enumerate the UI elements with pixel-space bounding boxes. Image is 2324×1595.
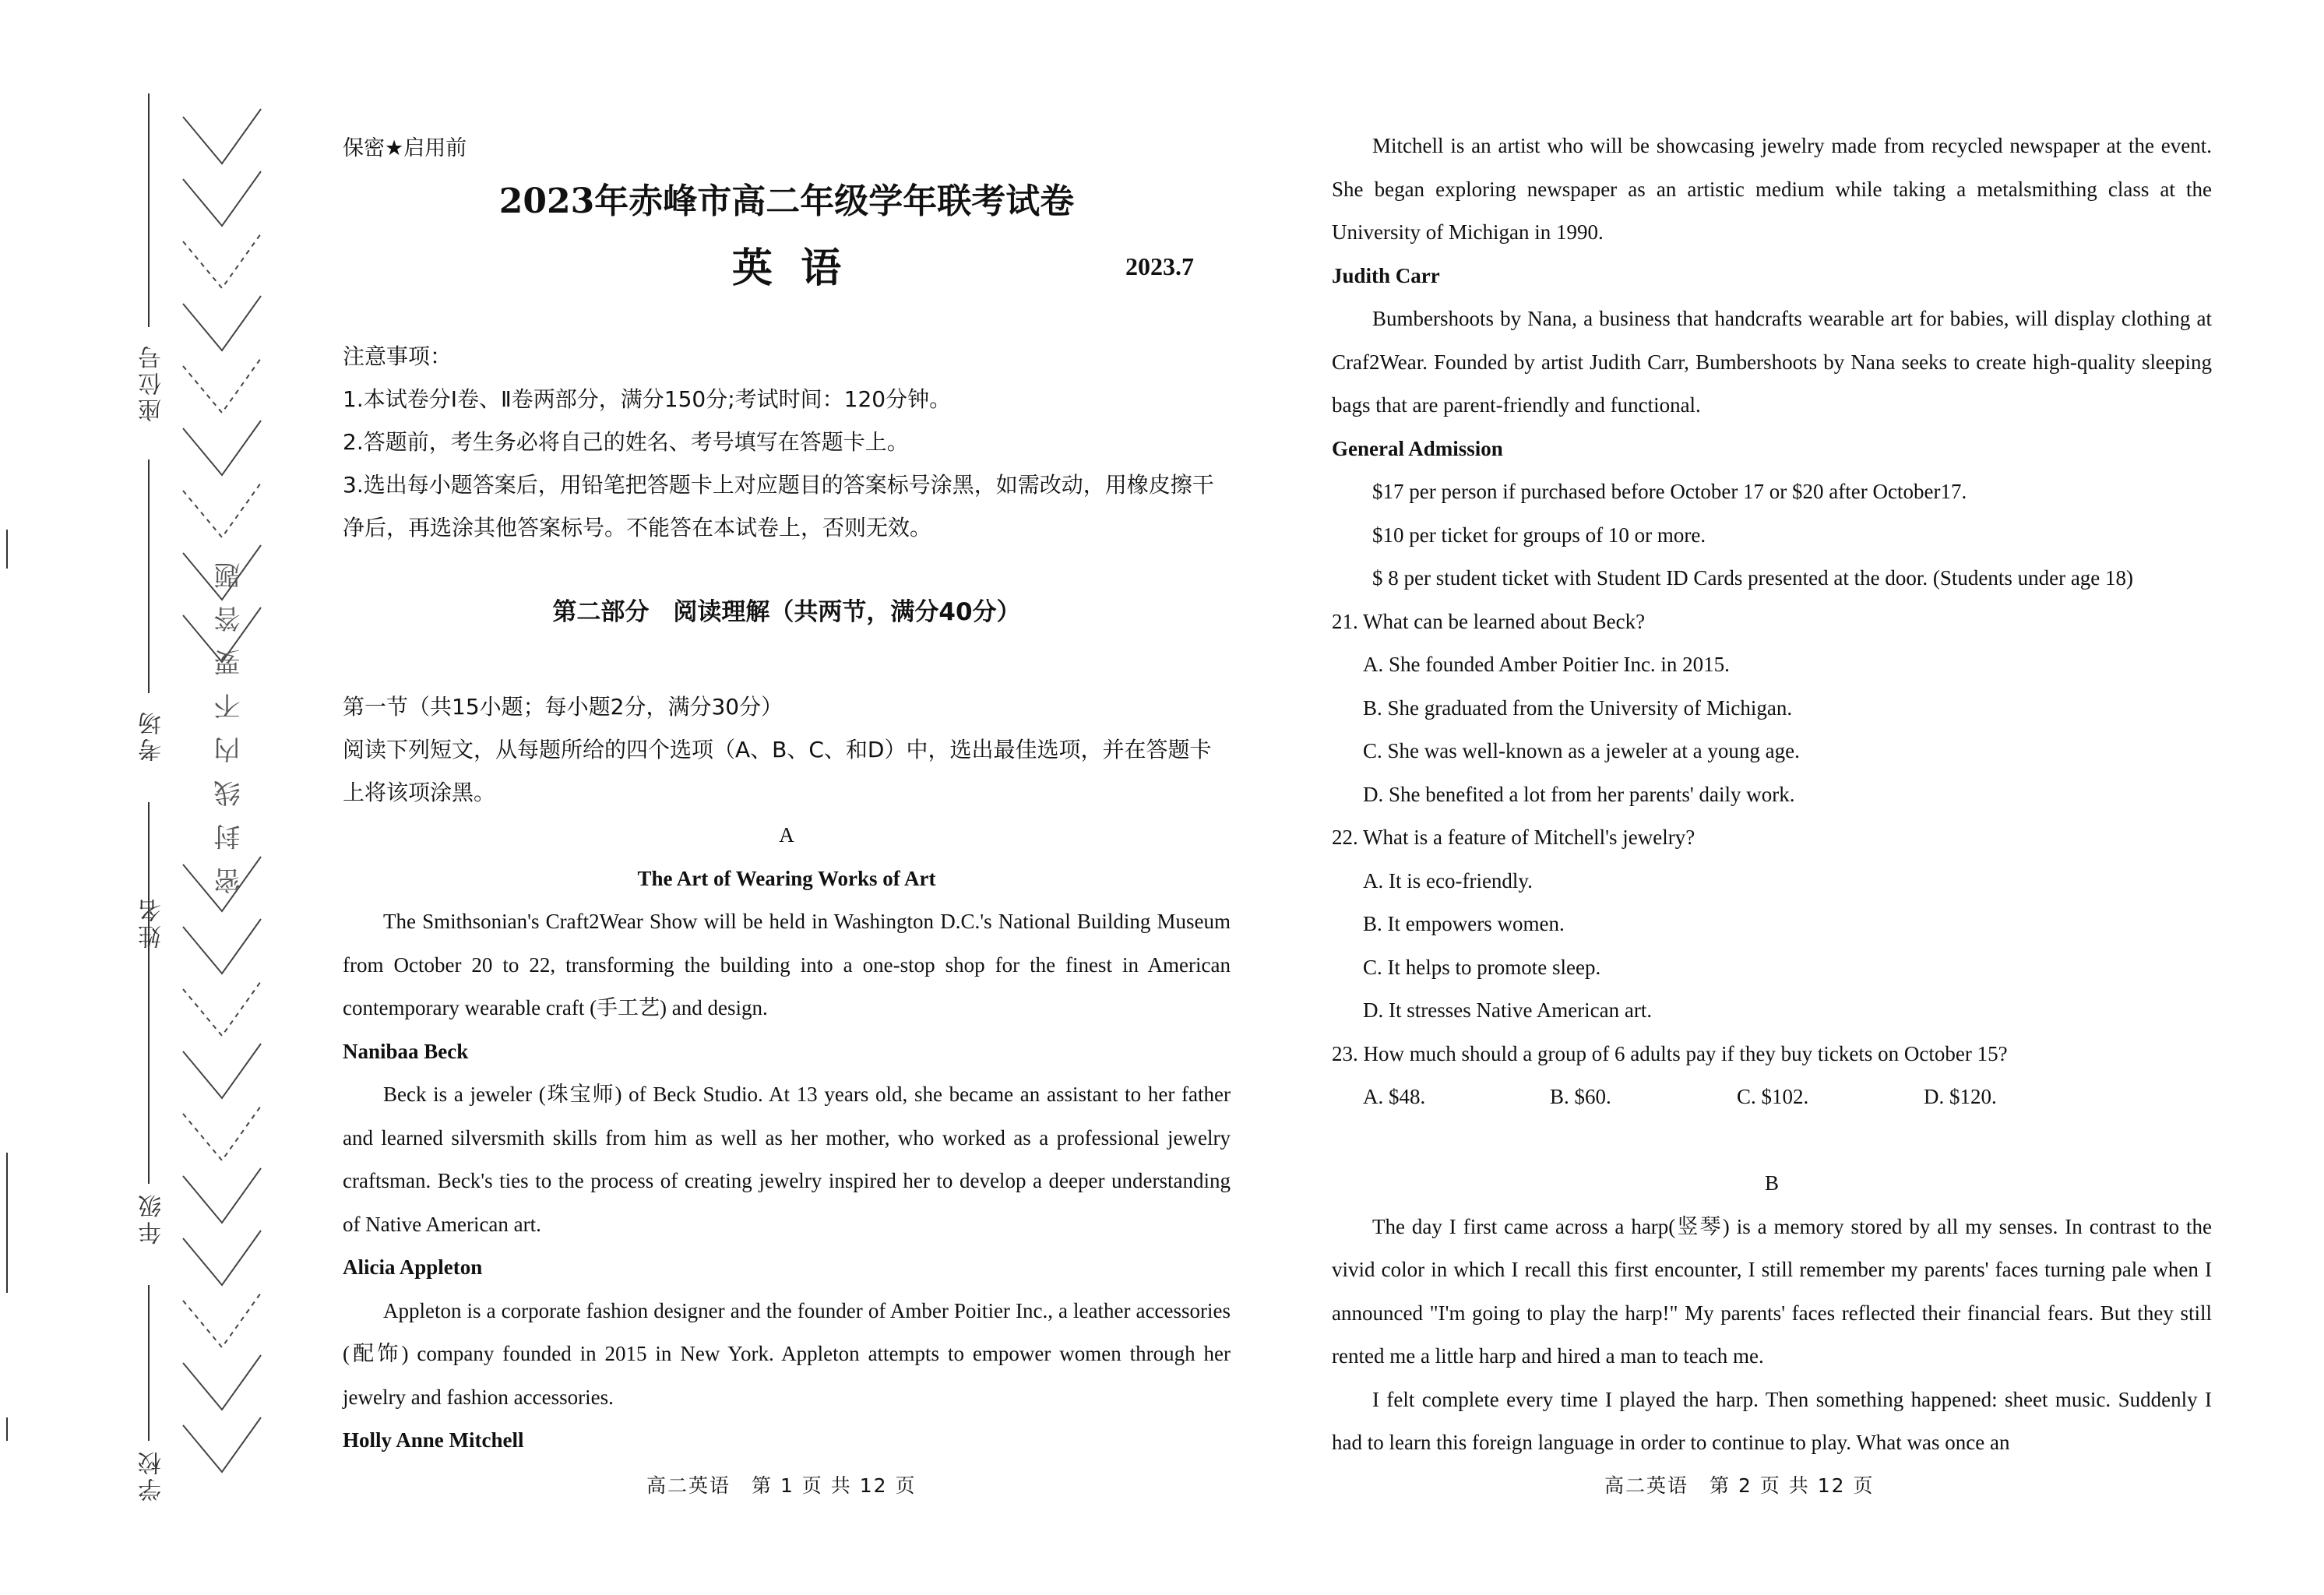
question-stem: 21. What can be learned about Beck? (1332, 609, 1646, 633)
question-option: C. She was well-known as a jeweler at a young age. (1363, 739, 1800, 762)
page-footer: 高二英语 第 2 页 共 12 页 (1604, 1474, 1875, 1497)
question-option: B. $60. (1550, 1085, 1611, 1108)
notice-item: 2.答题前，考生务必将自己的姓名、考号填写在答题卡上。 (343, 429, 909, 455)
binding-line-room (148, 459, 150, 693)
notice-item: 1.本试卷分Ⅰ卷、Ⅱ卷两部分，满分150分;考试时间：120分钟。 (343, 386, 952, 412)
question-option: A. She founded Amber Poitier Inc. in 2015. (1363, 653, 1730, 676)
passage-b (1332, 1162, 2212, 1465)
passage-a-continued (1332, 125, 2212, 1119)
passage-paragraph: The day I first came across a harp(竖琴) is a memory stored by all my senses. In contrast to the vivid color in which I recall this first encounter, I still remember my parents' faces turning pale when I announced "I'm going to play the harp!" My parents' faces reflected their financial fears. But they still rented me a little harp and hired a man to teach me. (1332, 1214, 2212, 1368)
binding-line-seat (148, 93, 150, 327)
passage-letter: A (779, 823, 794, 847)
question-option: A. It is eco-friendly. (1363, 868, 1533, 893)
question-option: D. It stresses Native American art. (1363, 998, 1653, 1022)
admission-item: $ 8 per student ticket with Student ID Cards presented at the door. (Students under age 18) (1372, 566, 2134, 590)
exam-title: 2023年赤峰市高二年级学年联考试卷 (498, 181, 1075, 221)
binding-label-grade: 年级 (139, 1192, 166, 1245)
binding-label-name: 姓名 (139, 896, 166, 949)
person-heading: Judith Carr (1332, 263, 1440, 287)
question-option: A. $48. (1363, 1085, 1426, 1108)
binding-line-school (148, 1285, 150, 1441)
edge-mark (6, 530, 8, 569)
passage-a (343, 814, 1231, 1463)
passage-paragraph: I felt complete every time I played the harp. Then something happened: sheet music. Suddenly I had to learn this foreign language in order to continue to play. What was once an (1332, 1387, 2212, 1454)
page-footer: 高二英语 第 1 页 共 12 页 (646, 1474, 917, 1497)
notice-heading: 注意事项： (343, 343, 452, 369)
edge-mark (6, 1417, 8, 1441)
seal-notice: 密封线内不要答题 (214, 545, 245, 894)
passage-letter: B (1764, 1171, 1779, 1195)
notice-block (343, 335, 1231, 549)
passage-paragraph: Beck is a jeweler (珠宝师) of Beck Studio. At 13 years old, she became an assistant to her father and learned silversmith skills from him as well as her mother, who worked as a professional jewelry craftsman. Beck's ties to the process of creating jewelry inspired her to develop a deeper understanding of Native American art. (343, 1083, 1231, 1236)
binding-label-room: 考场 (139, 709, 166, 762)
question-stem: 22. What is a feature of Mitchell's jewelry? (1332, 826, 1695, 849)
question-option: D. $120. (1924, 1085, 1997, 1108)
section-instruction: 阅读下列短文，从每题所给的四个选项（A、B、C、和D）中，选出最佳选项，并在答题卡上将该项涂黑。 (343, 737, 1212, 805)
question-options-row (1332, 1076, 2212, 1119)
notice-item: 3.选出每小题答案后，用铅笔把答题卡上对应题目的答案标号涂黑，如需改动，用橡皮擦干净后，再选涂其他答案标号。不能答在本试卷上，否则无效。 (343, 472, 1214, 540)
admission-item: $17 per person if purchased before October 17 or $20 after October17. (1372, 480, 1967, 503)
question-option: B. It empowers women. (1363, 912, 1565, 935)
question-option: B. She graduated from the University of Michigan. (1363, 695, 1793, 720)
passage-paragraph: Appleton is a corporate fashion designer and the founder of Amber Poitier Inc., a leather accessories (配饰) company founded in 2015 in New York. Appleton attempts to empower women through her jewelry and fashion accessories. (343, 1298, 1231, 1409)
passage-paragraph: The Smithsonian's Craft2Wear Show will be held in Washington D.C.'s National Building Museum from October 20 to 22, transforming the building into a one-stop shop for the finest in American contemporary wearable craft (手工艺) and design. (343, 910, 1231, 1019)
subject-title: 英 语 (731, 245, 842, 292)
passage-paragraph: Mitchell is an artist who will be showcasing jewelry made from recycled newspaper at the event. She began exploring newspaper as an artistic medium while taking a metalsmithing class at the University of Michigan in 1990. (1332, 134, 2212, 244)
person-heading: Alicia Appleton (343, 1255, 483, 1279)
section-block (343, 685, 1231, 814)
exam-date: 2023.7 (1125, 252, 1194, 280)
question-option: C. $102. (1737, 1085, 1809, 1108)
binding-line-grade (148, 1012, 150, 1184)
confidential-label: 保密★启用前 (343, 136, 467, 160)
admission-item: $10 per ticket for groups of 10 or more. (1372, 523, 1706, 547)
person-heading: Holly Anne Mitchell (343, 1428, 524, 1452)
passage-title: The Art of Wearing Works of Art (637, 866, 936, 890)
admission-heading: General Admission (1332, 436, 1503, 460)
passage-paragraph: Bumbershoots by Nana, a business that handcrafts wearable art for babies, will display clothing at Craf2Wear. Founded by artist Judith Carr, Bumbershoots by Nana seeks to create high-quality sleeping bags that are parent-friendly and functional. (1332, 307, 2212, 417)
question-option: C. It helps to promote sleep. (1363, 955, 1601, 979)
question-stem: 23. How much should a group of 6 adults pay if they buy tickets on October 15? (1332, 1041, 2008, 1065)
question-option: D. She benefited a lot from her parents' daily work. (1363, 782, 1795, 806)
section-heading: 第一节（共15小题；每小题2分，满分30分） (343, 694, 783, 720)
part-title: 第二部分 阅读理解（共两节，满分40分） (552, 598, 1021, 626)
binding-label-seat: 座位号 (139, 343, 166, 422)
person-heading: Nanibaa Beck (343, 1039, 469, 1063)
edge-mark (6, 1153, 8, 1293)
binding-label-school: 学校 (139, 1449, 166, 1502)
